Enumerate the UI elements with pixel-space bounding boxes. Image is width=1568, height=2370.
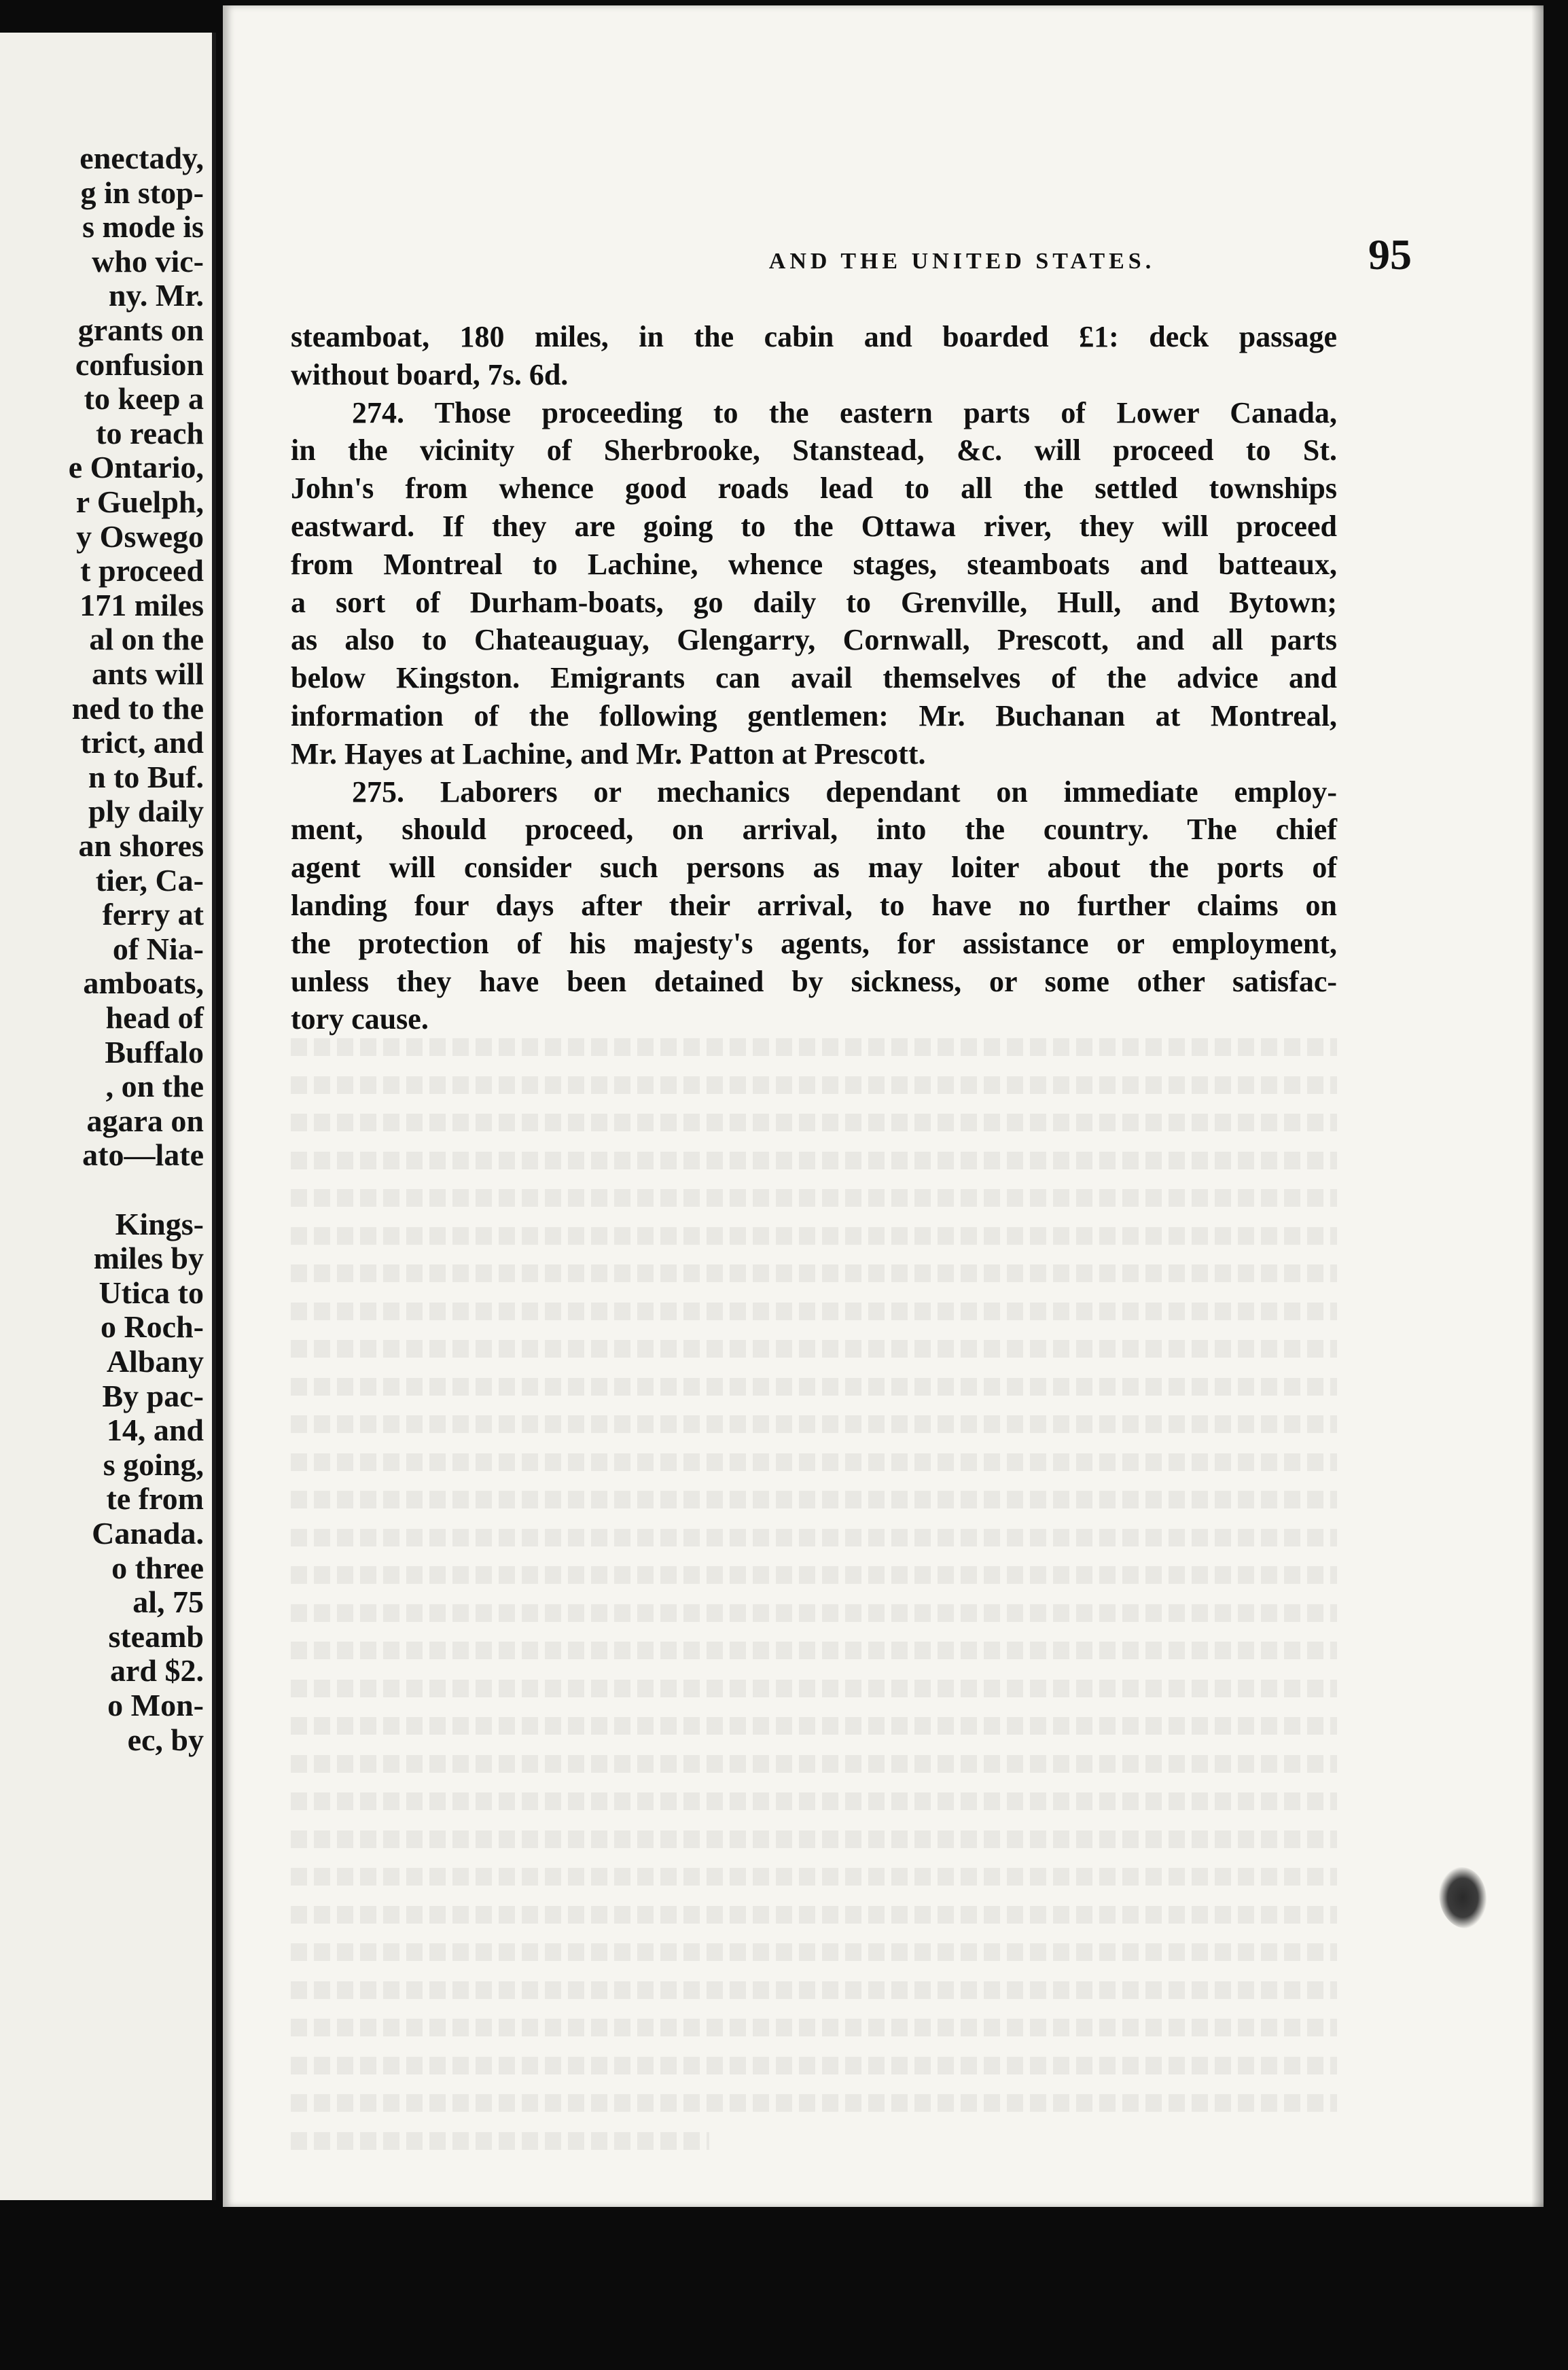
facing-page-line-fragment: s mode is bbox=[82, 209, 204, 245]
show-through-line bbox=[291, 1038, 1337, 1056]
facing-page-line-fragment: to keep a bbox=[84, 381, 204, 417]
facing-page-line-fragment: an shores bbox=[78, 828, 204, 863]
show-through-line bbox=[291, 1981, 1337, 1999]
show-through-line bbox=[291, 1152, 1337, 1169]
facing-page-line-fragment: enectady, bbox=[79, 141, 204, 175]
show-through-line bbox=[291, 1114, 1337, 1131]
show-through-line bbox=[291, 1642, 1337, 1659]
show-through-line bbox=[291, 1529, 1337, 1546]
show-through-line bbox=[291, 1755, 1337, 1773]
text-line: information of the following gentlemen: Mr. Buchanan at Montreal, bbox=[291, 698, 1337, 732]
show-through-line bbox=[291, 2019, 1337, 2036]
facing-page-line-fragment: al on the bbox=[89, 622, 204, 657]
show-through-line bbox=[291, 2132, 709, 2150]
text-line: steamboat, 180 miles, in the cabin and boarded £1: deck passage bbox=[291, 320, 1337, 353]
text-line: the protection of his majesty's agents, for assistance or employment, bbox=[291, 926, 1337, 960]
facing-page-line-fragment: g in stop- bbox=[80, 175, 204, 210]
facing-page-line-fragment: o three bbox=[111, 1550, 204, 1585]
facing-page-line-fragment: al, 75 bbox=[132, 1585, 204, 1620]
facing-page-line-fragment: y Oswego bbox=[76, 518, 204, 554]
show-through-line bbox=[291, 1491, 1337, 1508]
facing-page-line-fragment: e Ontario, bbox=[68, 450, 204, 485]
show-through-line bbox=[291, 1906, 1337, 1924]
facing-page-line-fragment: Buffalo bbox=[105, 1034, 204, 1069]
facing-page-line-fragment: o Roch- bbox=[100, 1309, 204, 1345]
text-line: Mr. Hayes at Lachine, and Mr. Patton at Prescott. bbox=[291, 737, 926, 771]
facing-page-line-fragment: ny. Mr. bbox=[108, 278, 204, 313]
facing-page-line-fragment: 171 miles bbox=[79, 587, 204, 622]
facing-page-line-fragment: ply daily bbox=[88, 794, 204, 829]
page-number: 95 bbox=[1368, 230, 1412, 279]
show-through-line bbox=[291, 1076, 1337, 1094]
text-line: unless they have been detained by sickness, or some other satisfac- bbox=[291, 964, 1337, 998]
facing-page-line-fragment: ard $2. bbox=[110, 1653, 204, 1688]
show-through-line bbox=[291, 1378, 1337, 1396]
text-line: a sort of Durham-boats, go daily to Grenville, Hull, and Bytown; bbox=[291, 585, 1337, 619]
facing-page-line-fragment: t proceed bbox=[80, 553, 204, 588]
facing-page-line-fragment: amboats, bbox=[83, 966, 204, 1001]
facing-page-line-fragment: s going, bbox=[103, 1447, 204, 1482]
show-through-line bbox=[291, 1415, 1337, 1433]
show-through-line bbox=[291, 1717, 1337, 1735]
show-through-line bbox=[291, 1189, 1337, 1207]
show-through-line bbox=[291, 2057, 1337, 2074]
show-through-line bbox=[291, 1264, 1337, 1282]
show-through-line bbox=[291, 1868, 1337, 1886]
text-line: ment, should proceed, on arrival, into the country. The chief bbox=[291, 813, 1337, 847]
facing-page-line-fragment: miles by bbox=[93, 1241, 204, 1276]
facing-page-line-fragment: ants will bbox=[92, 656, 204, 691]
show-through-line bbox=[291, 1227, 1337, 1245]
facing-page-line-fragment: who vic- bbox=[92, 243, 204, 279]
text-line: 274. Those proceeding to the eastern parts of Lower Canada, bbox=[352, 395, 1337, 429]
show-through-line bbox=[291, 2094, 1337, 2112]
show-through-line bbox=[291, 1680, 1337, 1697]
text-line: in the vicinity of Sherbrooke, Stanstead, &c. will proceed to St. bbox=[291, 434, 1337, 467]
facing-page-line-fragment: confusion bbox=[75, 347, 204, 382]
facing-page-line-fragment: ned to the bbox=[71, 690, 204, 726]
show-through-line bbox=[291, 1566, 1337, 1584]
page-edge-shadow bbox=[1531, 5, 1544, 2207]
facing-page-line-fragment: By pac- bbox=[102, 1378, 204, 1413]
show-through-line bbox=[291, 1453, 1337, 1471]
facing-page-line-fragment: ato—late bbox=[82, 1137, 204, 1173]
text-line: without board, 7s. 6d. bbox=[291, 357, 569, 391]
facing-page-line-fragment: n to Buf. bbox=[88, 759, 204, 794]
text-line: landing four days after their arrival, to have no further claims on bbox=[291, 888, 1337, 922]
ink-stain bbox=[1439, 1867, 1486, 1928]
facing-page-line-fragment: te from bbox=[106, 1481, 204, 1517]
facing-page-line-fragment: , on the bbox=[105, 1069, 204, 1104]
facing-page-line-fragment: o Mon- bbox=[107, 1688, 204, 1722]
show-through-line bbox=[291, 1792, 1337, 1810]
text-line: below Kingston. Emigrants can avail themselves of the advice and bbox=[291, 661, 1337, 695]
text-line: eastward. If they are going to the Ottawa river, they will proceed bbox=[291, 509, 1337, 543]
facing-page-line-fragment: tier, Ca- bbox=[95, 862, 204, 898]
facing-page-line-fragment: ec, by bbox=[127, 1722, 204, 1757]
facing-page-line-fragment: Utica to bbox=[99, 1275, 204, 1310]
facing-page-line-fragment: steamb bbox=[108, 1619, 204, 1654]
text-line: 275. Laborers or mechanics dependant on immediate employ- bbox=[352, 775, 1337, 809]
body-text bbox=[291, 318, 1337, 1038]
show-through-line bbox=[291, 1943, 1337, 1961]
book-page bbox=[223, 5, 1544, 2207]
show-through-line bbox=[291, 1604, 1337, 1622]
facing-page-line-fragment: grants on bbox=[77, 313, 204, 347]
facing-page-line-fragment: r Guelph, bbox=[75, 484, 204, 519]
running-header: AND THE UNITED STATES. bbox=[768, 249, 1156, 274]
text-line: tory cause. bbox=[291, 1002, 429, 1036]
text-line: John's from whence good roads lead to all the settled townships bbox=[291, 472, 1337, 506]
show-through-line bbox=[291, 1303, 1337, 1320]
facing-page-line-fragment: of Nia- bbox=[112, 931, 204, 966]
facing-page-line-fragment: to reach bbox=[96, 415, 204, 450]
facing-page-edge bbox=[0, 33, 216, 2200]
show-through-line bbox=[291, 1340, 1337, 1358]
facing-page-line-fragment: Canada. bbox=[92, 1516, 204, 1551]
facing-page-line-fragment: Albany bbox=[106, 1344, 204, 1379]
show-through-line bbox=[291, 1830, 1337, 1848]
text-line: agent will consider such persons as may loiter about the ports of bbox=[291, 851, 1337, 885]
facing-page-line-fragment: ferry at bbox=[102, 897, 204, 932]
text-line: as also to Chateauguay, Glengarry, Cornwall, Prescott, and all parts bbox=[291, 623, 1337, 657]
text-line: from Montreal to Lachine, whence stages, steamboats and batteaux, bbox=[291, 547, 1337, 581]
show-through-text bbox=[291, 1038, 1337, 2170]
facing-page-line-fragment: Kings- bbox=[115, 1206, 204, 1241]
facing-page-line-fragment: 14, and bbox=[106, 1413, 204, 1448]
facing-page-line-fragment: head of bbox=[105, 1000, 204, 1035]
facing-page-line-fragment: trict, and bbox=[80, 725, 204, 760]
facing-page-line-fragment: agara on bbox=[86, 1103, 204, 1138]
